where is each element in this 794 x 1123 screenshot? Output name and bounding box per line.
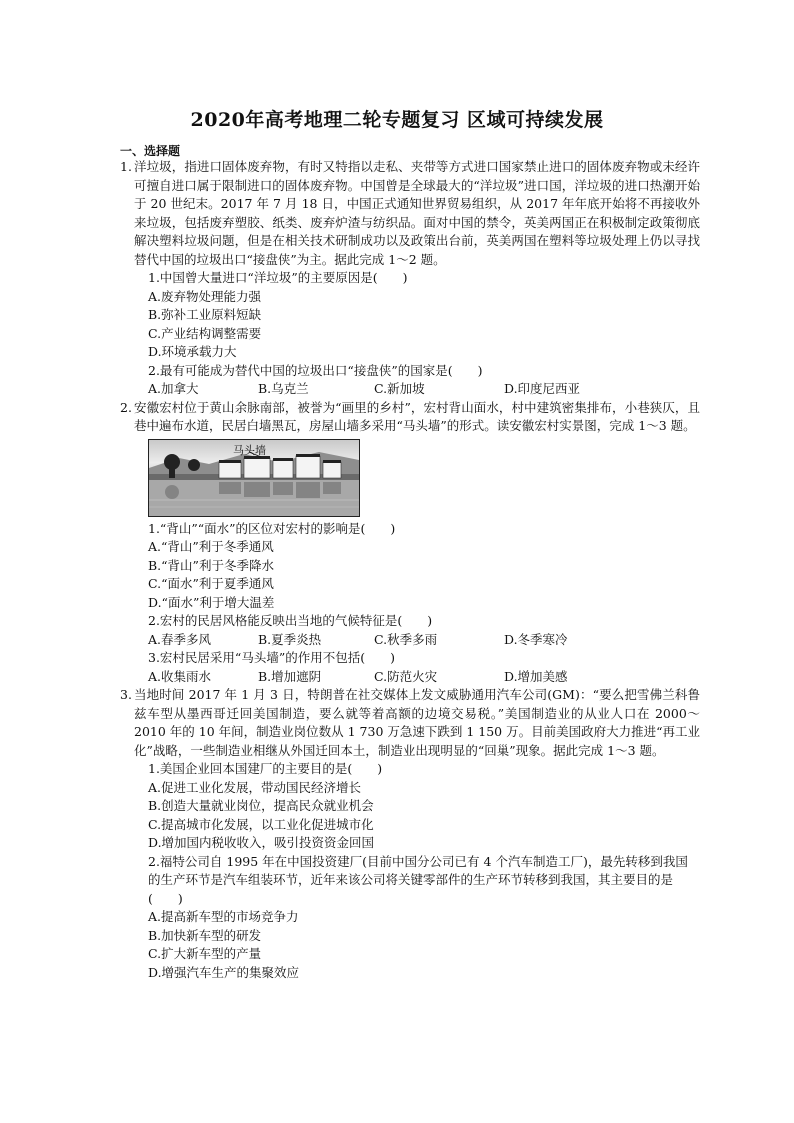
subquestion: 3.宏村民居采用“马头墙”的作用不包括( ) <box>148 650 395 665</box>
subquestion: 2.福特公司自 1995 年在中国投资建厂(目前中国分公司已有 4 个汽车制造工厂)，最先转移到我国的生产环节是汽车组装环节，近年来该公司将关键零部件的生产环节转移到我国，其主要目的是( ) <box>148 853 688 906</box>
option: A.废弃物处理能力强 <box>148 288 262 304</box>
question-text: 洋垃圾，指进口固体废弃物，有时又特指以走私、夹带等方式进口国家禁止进口的固体废弃物或未经许可擅自进口属于限制进口的固体废弃物。中国曾是全球最大的“洋垃圾”进口国，洋垃圾的进口热潮开始于 20 世纪末。2017 年 7 月 18 日，中国正式通知世界贸易组织，从 2017 年年底开始将不再接收外来垃圾，包括废弃塑胶、纸类、废弃炉渣与纺织品。面对中国的禁令，英美两国正在积极制定政策彻底解决塑料垃圾问题，但是在相关技术研制成功以及政策出台前，英美两国在塑料等垃圾处理上仍以寻找替代中国的垃圾出口“接盘侠”为主。据此完成 1～2 题。 <box>134 159 700 267</box>
option: A.“背山”利于冬季通风 <box>148 539 274 554</box>
option: B.乌克兰 <box>258 381 309 396</box>
option: D.冬季寒冷 <box>504 631 568 647</box>
photo-container <box>120 439 700 517</box>
subquestion: 1.美国企业回本国建厂的主要目的是( ) <box>148 761 383 776</box>
option: D.“面水”利于增大温差 <box>148 594 275 610</box>
option: C.提高城市化发展，以工业化促进城市化 <box>148 816 374 832</box>
option: D.增强汽车生产的集聚效应 <box>148 964 300 980</box>
question-list <box>120 158 700 982</box>
option: D.印度尼西亚 <box>504 381 581 396</box>
question-text: 安徽宏村位于黄山余脉南部，被誉为“画里的乡村”，宏村背山面水，村中建筑密集排布，小巷狭仄，且巷中遍布水道，民居白墙黑瓦，房屋山墙多采用“马头墙”的形式。读安徽宏村实景图，完成 1～3 题。 <box>134 399 700 433</box>
option: C.防范火灾 <box>374 668 438 684</box>
option: A.收集雨水 <box>148 668 212 684</box>
hongcun-village-photo <box>148 439 360 517</box>
subquestion: 2.宏村的民居风格能反映出当地的气候特征是( ) <box>148 613 433 628</box>
question-number: 2. <box>120 399 132 415</box>
option-row <box>120 668 700 687</box>
question-number: 1. <box>120 159 132 174</box>
option: A.提高新车型的市场竞争力 <box>148 909 299 924</box>
option: B.加快新车型的研发 <box>148 927 262 943</box>
subquestion: 1.“背山”“面水”的区位对宏村的影响是( ) <box>148 520 396 536</box>
option: C.秋季多雨 <box>374 631 438 647</box>
option: C.“面水”利于夏季通风 <box>148 576 274 591</box>
option: D.环境承载力大 <box>148 344 237 359</box>
option: A.加拿大 <box>148 381 199 396</box>
option: C.产业结构调整需要 <box>148 325 262 341</box>
option: C.新加坡 <box>374 381 425 396</box>
option: B.夏季炎热 <box>258 631 322 647</box>
option: C.扩大新车型的产量 <box>148 946 262 961</box>
subquestion: 1.中国曾大量进口“洋垃圾”的主要原因是( ) <box>148 270 408 285</box>
option-row <box>120 631 700 650</box>
question-text: 当地时间 2017 年 1 月 3 日，特朗普在社交媒体上发文威胁通用汽车公司(GM)：“要么把雪佛兰科鲁兹车型从墨西哥迁回美国制造，要么就等着高额的边境交易税。”美国制造业的从业人口在 2000～2010 年的 10 年间，制造业岗位数从 1 730 万急速下跌到 1 150 万。目前美国政府大力推进“再工业化”战略，一些制造业相继从外国迁回本土，制造业出现明显的“回巢”现象。据此完成 1～3 题。 <box>134 687 700 758</box>
question-number: 3. <box>120 687 132 702</box>
question-2-stem <box>120 399 700 436</box>
option: B.增加遮阴 <box>258 668 322 684</box>
option: B.创造大量就业岗位，提高民众就业机会 <box>148 798 374 813</box>
subquestion: 2.最有可能成为替代中国的垃圾出口“接盘侠”的国家是( ) <box>148 362 483 378</box>
option: D.增加美感 <box>504 668 568 684</box>
option: D.增加国内税收收入，吸引投资资金回国 <box>148 835 375 850</box>
option: A.春季多风 <box>148 631 212 647</box>
option: B.弥补工业原料短缺 <box>148 307 262 322</box>
page-title: 2020年高考地理二轮专题复习 区域可持续发展 <box>190 109 604 131</box>
question-3-stem <box>120 686 700 760</box>
photo-label: 马头墙 <box>233 443 266 457</box>
option: A.促进工业化发展，带动国民经济增长 <box>148 779 362 795</box>
section-heading: 一、选择题 <box>120 144 181 158</box>
option-row <box>120 380 700 399</box>
option: B.“背山”利于冬季降水 <box>148 557 274 573</box>
question-1-stem <box>120 158 700 269</box>
